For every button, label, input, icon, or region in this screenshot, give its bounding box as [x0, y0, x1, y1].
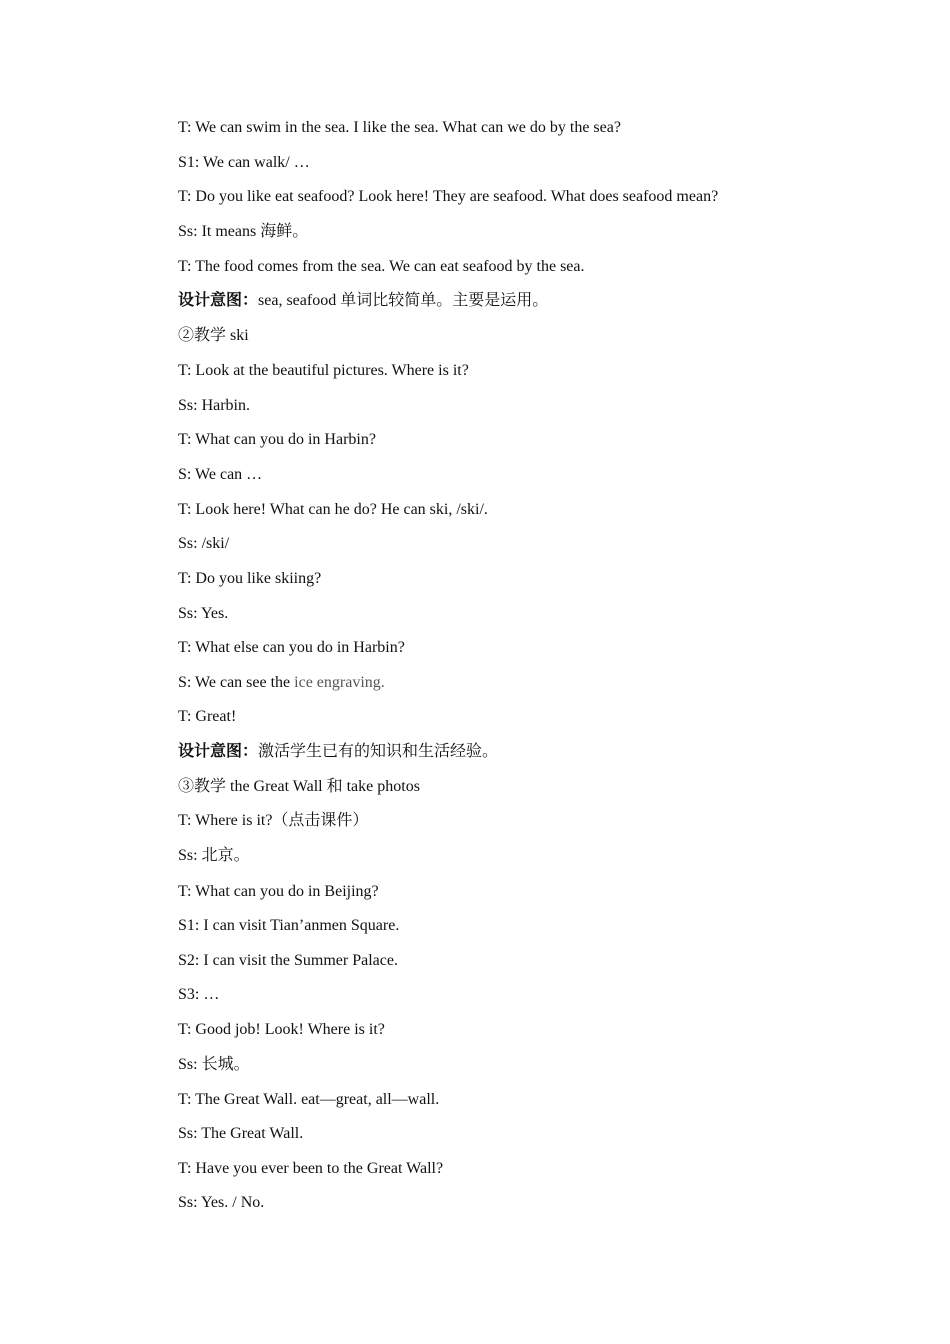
dialogue-line: Ss: 长城。	[178, 1056, 250, 1073]
design-intent-label: 设计意图：	[178, 743, 259, 760]
design-intent-line	[178, 742, 498, 762]
dialogue-prefix: S: We can see the	[178, 674, 295, 691]
dialogue-line: T: Look at the beautiful pictures. Where is it?	[178, 362, 469, 379]
dialogue-line: S3: …	[178, 986, 220, 1003]
dialogue-muted-text: ice engraving.	[294, 674, 385, 691]
dialogue-line: T: We can swim in the sea. I like the sea. What can we do by the sea?	[178, 119, 621, 136]
dialogue-line: Ss: 北京。	[178, 847, 250, 864]
dialogue-line: Ss: It means 海鲜。	[178, 223, 309, 240]
dialogue-line: T: Good job! Look! Where is it?	[178, 1021, 385, 1038]
dialogue-line: Ss: Harbin.	[178, 397, 250, 414]
section-heading: ②教学 ski	[178, 327, 249, 344]
design-intent-label: 设计意图：	[178, 292, 259, 309]
dialogue-line: T: What can you do in Harbin?	[178, 431, 376, 448]
design-intent-text: sea, seafood 单词比较简单。主要是运用。	[258, 292, 549, 309]
dialogue-line: Ss: Yes. / No.	[178, 1194, 265, 1211]
dialogue-line: Ss: /ski/	[178, 535, 230, 552]
dialogue-line: Ss: The Great Wall.	[178, 1125, 304, 1142]
design-intent-line	[178, 291, 548, 311]
dialogue-line: T: Where is it?（点击课件）	[178, 812, 369, 829]
design-intent-text: 激活学生已有的知识和生活经验。	[258, 743, 499, 760]
dialogue-line: S1: We can walk/ …	[178, 154, 310, 171]
dialogue-line: Ss: Yes.	[178, 605, 229, 622]
dialogue-line: S2: I can visit the Summer Palace.	[178, 952, 398, 969]
dialogue-line: T: What can you do in Beijing?	[178, 883, 379, 900]
dialogue-line: T: Have you ever been to the Great Wall?	[178, 1160, 444, 1177]
dialogue-line: T: What else can you do in Harbin?	[178, 639, 405, 656]
dialogue-line: T: Great!	[178, 708, 237, 725]
dialogue-line: S1: I can visit Tian’anmen Square.	[178, 917, 400, 934]
dialogue-line: T: Look here! What can he do? He can ski, /ski/.	[178, 501, 488, 518]
dialogue-line: T: Do you like skiing?	[178, 570, 322, 587]
section-heading: ③教学 the Great Wall 和 take photos	[178, 778, 420, 795]
dialogue-line: T: The Great Wall. eat—great, all—wall.	[178, 1091, 440, 1108]
dialogue-line: T: The food comes from the sea. We can eat seafood by the sea.	[178, 258, 585, 275]
dialogue-line: S: We can …	[178, 466, 263, 483]
dialogue-line: T: Do you like eat seafood? Look here! They are seafood. What does seafood mean?	[178, 188, 719, 205]
dialogue-line	[178, 673, 385, 693]
